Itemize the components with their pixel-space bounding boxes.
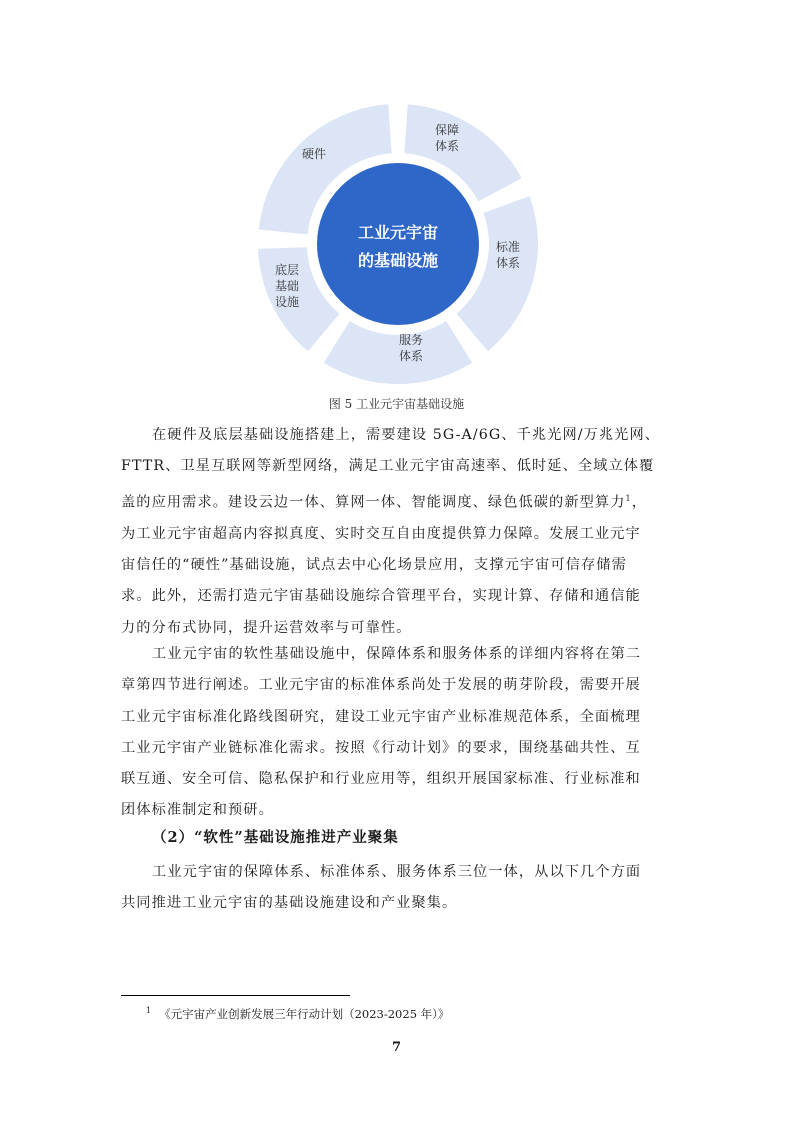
p3-line: 共同推进工业元宇宙的基础设施建设和产业聚集。 — [121, 895, 458, 912]
footnote-marker: 1 — [146, 1006, 152, 1016]
segment-label-service: 体系 — [398, 349, 424, 363]
p1-line: 力的分布式协同，提升运营效率与可靠性。 — [121, 619, 412, 636]
segment-label-service: 服务 — [398, 333, 424, 347]
p1-line: 求。此外，还需打造元宇宙基础设施综合管理平台，实现计算、存储和通信能 — [121, 588, 641, 605]
segment-label-base: 设施 — [274, 295, 300, 309]
p2-line: 工业元宇宙的软性基础设施中，保障体系和服务体系的详细内容将在第二 — [152, 646, 642, 662]
page-number: 7 — [391, 1040, 402, 1055]
footnote — [146, 1006, 449, 1022]
p1-line: FTTR、卫星互联网等新型网络，满足工业元宇宙高速率、低时延、全域立体覆 — [121, 458, 655, 475]
footnote-ref: 1 — [625, 493, 632, 503]
segment-label-hardware: 硬件 — [301, 147, 327, 161]
segment-label-base: 基础 — [274, 279, 300, 293]
center-title-line2: 的基础设施 — [357, 251, 439, 270]
p2-line: 章第四节进行阐述。工业元宇宙的标准体系尚处于发展的萌芽阶段，需要开展 — [121, 677, 641, 694]
p2-line: 工业元宇宙标准化路线图研究，建设工业元宇宙产业标准规范体系，全面梳理 — [121, 708, 641, 725]
segment-label-standard: 标准 — [495, 240, 521, 254]
center-circle — [317, 163, 479, 325]
p1-line: 宙信任的“硬性”基础设施，试点去中心化场景应用，支撑元宇宙可信存储需 — [121, 556, 627, 573]
segment-label-base: 底层 — [274, 263, 300, 277]
infrastructure-diagram — [250, 98, 550, 388]
segment-label-standard: 体系 — [495, 256, 521, 270]
p1-line: 盖的应用需求。建设云边一体、算网一体、智能调度、绿色低碳的新型算力$^1$， — [121, 493, 647, 511]
figure-caption: 图 5 工业元宇宙基础设施 — [328, 397, 465, 411]
segment-label-security: 体系 — [434, 139, 460, 153]
paragraph-3 — [121, 857, 673, 920]
p2-line: 联互通、安全可信、隐私保护和行业应用等，组织开展国家标准、行业标准和 — [121, 771, 641, 788]
p2-line: 工业元宇宙产业链标准化需求。按照《行动计划》的要求，围绕基础共性、互 — [121, 739, 641, 756]
section-heading: （2）“软性”基础设施推进产业聚集 — [152, 829, 399, 846]
segment-label-security: 保障 — [434, 123, 460, 137]
p1-line: 为工业元宇宙超高内容拟真度、实时交互自由度提供算力保障。发展工业元宇 — [121, 525, 641, 542]
paragraph-2 — [121, 639, 673, 827]
footnote-divider — [121, 995, 350, 996]
footnote-text: 《元宇宙产业创新发展三年行动计划（2023-2025 年）》 — [159, 1007, 450, 1021]
paragraph-1 — [121, 420, 673, 644]
p1-line: 在硬件及底层基础设施搭建上，需要建设 5G-A/6G、千兆光网/万兆光网、 — [152, 427, 661, 443]
p3-line: 工业元宇宙的保障体系、标准体系、服务体系三位一体，从以下几个方面 — [152, 864, 642, 880]
p2-line: 团体标准制定和预研。 — [121, 802, 274, 819]
center-title-line1: 工业元宇宙 — [357, 223, 439, 242]
